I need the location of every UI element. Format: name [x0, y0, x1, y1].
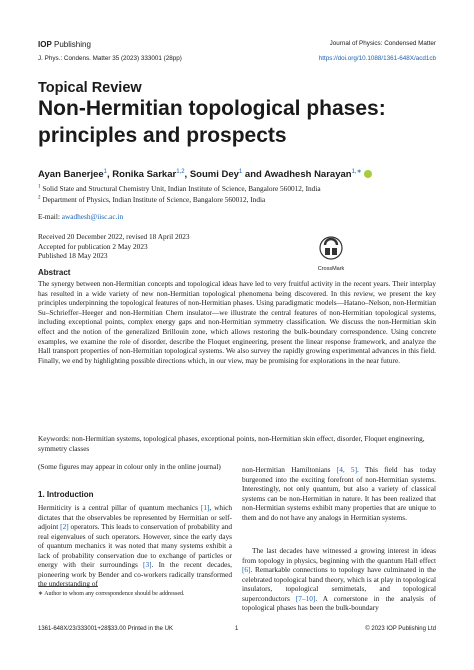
author-separator: ,: [184, 169, 190, 181]
abstract-heading: Abstract: [38, 268, 71, 277]
abstract-text: The synergy between non-Hermitian concepts and topological ideas have led to very fruitful activity in the recent years. Their interplay has resulted in a wide variety of new non-Hermitian topological phenomena being discovered. In this review, we present the key principles underpinning the topological features of non-Hermitian phases. Using paradigmatic models—Hatano–Nelson, non-Hermitian Su–Schrieffer–Heeger and non-Hermitian Chern insulator—we illustrate the central features of non-Hermitian topological systems, including exceptional points, complex energy gaps and non-Hermitian symmetry classification. We discuss the non-Hermitian skin effect and the notion of the generalized Brillouin zone, which allows restoring the bulk-boundary correspondence. Using concrete examples, we examine the role of disorder, describe the Floquet engineering, present the linear response framework, and analyze the Hall transport properties of non-Hermitian topological systems. We also survey the rapidly growing experimental advances in this field. Finally, we end by highlighting possible directions which, in our view, may be promising for explorations in the near future.: [38, 279, 436, 365]
affiliation-2: [38, 195, 265, 204]
intro-paragraph-1: [38, 503, 232, 589]
footnote-divider: [38, 586, 98, 587]
crossmark-label: CrossMark: [317, 266, 345, 272]
paragraph-text: non-Hermitian Hamiltonians: [242, 465, 337, 474]
page-number: 1: [235, 626, 239, 632]
author-name: Ronika Sarkar: [112, 169, 177, 181]
email-link[interactable]: awadhesh@iisc.ac.in: [61, 212, 124, 221]
affiliation-1: [38, 184, 321, 193]
paragraph-text: . In the recent decades, pioneering work by Bender and co-workers radically transformed the understanding of: [38, 560, 232, 589]
introduction-heading: 1. Introduction: [38, 490, 94, 499]
intro-paragraph-1-cont: [242, 465, 436, 522]
paragraph-text: The last decades have witnessed a growing interest in ideas from topology in physics, beginning with the quantum Hall effect: [242, 546, 436, 565]
footnote: ∗ Author to whom any correspondence should be addressed.: [38, 591, 185, 597]
author-name: Soumi Dey: [189, 169, 239, 181]
affiliation-text: Department of Physics, Indian Institute of Science, Bangalore 560012, India: [42, 195, 266, 204]
copyright: © 2023 IOP Publishing Ltd: [365, 626, 436, 632]
keywords: Keywords: non-Hermitian systems, topological phases, exceptional points, non-Hermitian skin effect, disorder, Floquet engineering, symmetry classes: [38, 434, 425, 453]
author-name: Awadhesh Narayan: [264, 169, 352, 181]
published-date: Published 18 May 2023: [38, 251, 108, 260]
article-title: Non-Hermitian topological phases: principles and prospects: [38, 97, 386, 147]
citation-link[interactable]: [4, 5]: [336, 465, 358, 474]
orcid-icon[interactable]: [364, 170, 372, 178]
paragraph-text: Hermiticity is a central pillar of quantum mechanics: [38, 503, 201, 512]
author-affiliation-mark[interactable]: 1: [238, 169, 243, 175]
received-date: Received 20 December 2022, revised 18 April 2023: [38, 232, 190, 241]
affiliation-number: 1: [38, 184, 41, 190]
section-label: Topical Review: [38, 80, 142, 96]
affiliation-number: 2: [38, 195, 41, 201]
citation-link[interactable]: [7–10]: [295, 593, 316, 603]
citation-link[interactable]: [6]: [242, 565, 251, 575]
crossmark-icon: [319, 236, 343, 260]
paragraph-text: operators. This leads to conservation of probability and real eigenvalues of such operators. However, since the early days of quantum mechanics it was noted that many systems exhibit a lack of probability conservation due to exchange of particles or energy with their surroundings: [38, 522, 232, 570]
email-label: E-mail:: [38, 212, 62, 221]
citation-link[interactable]: [2]: [60, 522, 69, 532]
crossmark-badge[interactable]: [314, 236, 348, 272]
colour-note: (Some figures may appear in colour only in the online journal): [38, 462, 221, 471]
affiliation-text: Solid State and Structural Chemistry Unit, Indian Institute of Science, Bangalore 560012, India: [42, 184, 321, 193]
paragraph-text: . This field has today burgeoned into the exciting forefront of non-Hermitian systems. Interestingly, not only quantum, but also a variety of classical systems can be non-Hermitian in nature. It has been realized that non-Hermitian systems exhibit many properties that are unique to them and do not have any analogs in Hermitian systems.: [242, 465, 436, 522]
author-affiliation-mark[interactable]: 1,2: [176, 169, 185, 175]
email-line: [38, 212, 123, 221]
citation-link[interactable]: [1]: [200, 503, 210, 512]
author-affiliation-mark[interactable]: 1: [103, 169, 107, 175]
citation-link[interactable]: [3]: [143, 560, 152, 570]
publication-dates: [38, 232, 190, 261]
paragraph-text: , which dictates that the observables be represented by Hermitian or self-adjoint: [38, 503, 232, 532]
journal-name: Journal of Physics: Condensed Matter: [329, 40, 436, 47]
author-name: Ayan Banerjee: [38, 169, 104, 181]
citation-line: J. Phys.: Condens. Matter 35 (2023) 333001 (28pp): [38, 55, 182, 62]
doi-link[interactable]: https://doi.org/10.1088/1361-648X/acd1cb: [318, 55, 436, 62]
paragraph-text: . A cornerstone in the analysis of topological phases has been the bulk-boundary: [242, 593, 436, 613]
intro-paragraph-2: [242, 546, 436, 613]
footer-left: 1361-648X/23/333001+28$33.00 Printed in the UK: [38, 626, 173, 632]
author-separator: ,: [107, 169, 113, 181]
publisher-name: IOP Publishing: [38, 40, 91, 49]
publisher-text: Publishing: [54, 40, 91, 49]
author-list: [38, 168, 372, 180]
accepted-date: Accepted for publication 2 May 2023: [38, 241, 148, 251]
author-affiliation-mark[interactable]: 1,∗: [351, 169, 362, 175]
paragraph-text: . Remarkable connections to topology have culminated in the celebrated topological band theory, which is at play in topological insulators, topological semimetals, and topological superconductors: [242, 565, 436, 603]
author-separator: and: [242, 169, 265, 181]
